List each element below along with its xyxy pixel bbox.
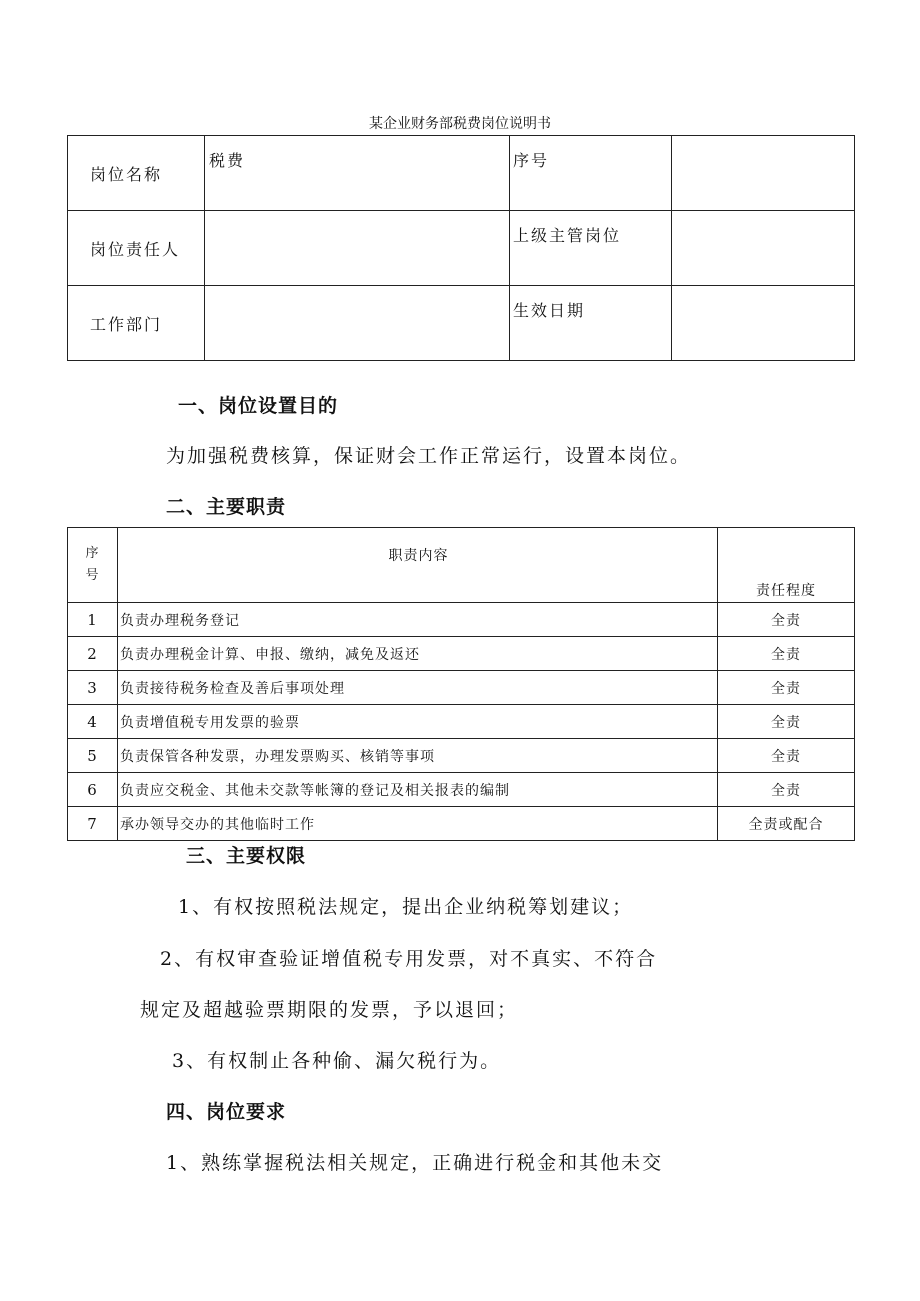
- label-department: 工作部门: [68, 286, 205, 361]
- table-row: [68, 705, 855, 739]
- row-number: 1: [68, 603, 118, 637]
- value-serial-number: [672, 136, 855, 211]
- label-responsible-person: 岗位责任人: [68, 211, 205, 286]
- authority-item-2: 2、有权审查验证增值税专用发票，对不真实、不符合: [160, 948, 658, 970]
- row-content: 负责应交税金、其他未交款等帐簿的登记及相关报表的编制: [118, 773, 718, 807]
- row-degree: 全责: [718, 671, 855, 705]
- value-effective-date: [672, 286, 855, 361]
- section3-heading: 三、主要权限: [186, 845, 307, 867]
- row-content: 负责增值税专用发票的验票: [118, 705, 718, 739]
- row-content: 负责办理税金计算、申报、缴纳，减免及返还: [118, 637, 718, 671]
- section4-heading: 四、岗位要求: [166, 1101, 287, 1123]
- row-degree: 全责: [718, 773, 855, 807]
- authority-item-1: 1、有权按照税法规定，提出企业纳税筹划建议；: [178, 896, 634, 918]
- table-row: [68, 807, 855, 841]
- row-degree: 全责: [718, 705, 855, 739]
- table-row: [68, 671, 855, 705]
- label-position-name: 岗位名称: [68, 136, 205, 211]
- value-department: [205, 286, 510, 361]
- row-content: 负责接待税务检查及善后事项处理: [118, 671, 718, 705]
- section2-heading: 二、主要职责: [166, 496, 287, 518]
- document-title: 某企业财务部税费岗位说明书: [369, 116, 551, 132]
- table-row: [68, 637, 855, 671]
- info-row-department: [68, 286, 855, 361]
- row-number: 6: [68, 773, 118, 807]
- duties-table: [67, 527, 855, 841]
- header-duty-content: 职责内容: [118, 528, 718, 603]
- value-responsible-person: [205, 211, 510, 286]
- row-degree: 全责: [718, 603, 855, 637]
- row-number: 2: [68, 637, 118, 671]
- authority-item-2-continued: 规定及超越验票期限的发票，予以退回；: [140, 999, 519, 1021]
- row-content: 负责办理税务登记: [118, 603, 718, 637]
- table-row: [68, 773, 855, 807]
- row-degree: 全责: [718, 739, 855, 773]
- header-responsibility-level: 责任程度: [718, 528, 855, 603]
- header-serial-number: 序号: [68, 528, 118, 603]
- row-degree: 全责或配合: [718, 807, 855, 841]
- row-degree: 全责: [718, 637, 855, 671]
- row-content: 承办领导交办的其他临时工作: [118, 807, 718, 841]
- label-serial-number: 序号: [510, 136, 672, 211]
- position-info-table: [67, 135, 855, 361]
- value-position-name: 税费: [205, 136, 510, 211]
- section1-text: 为加强税费核算，保证财会工作正常运行，设置本岗位。: [166, 445, 692, 467]
- label-effective-date: 生效日期: [510, 286, 672, 361]
- table-row: [68, 739, 855, 773]
- row-number: 5: [68, 739, 118, 773]
- duties-header-row: [68, 528, 855, 603]
- label-supervisor-position: 上级主管岗位: [510, 211, 672, 286]
- requirement-item-1: 1、熟练掌握税法相关规定，正确进行税金和其他未交: [166, 1152, 664, 1174]
- row-content: 负责保管各种发票，办理发票购买、核销等事项: [118, 739, 718, 773]
- row-number: 3: [68, 671, 118, 705]
- authority-item-3: 3、有权制止各种偷、漏欠税行为。: [172, 1050, 502, 1072]
- section1-heading: 一、岗位设置目的: [178, 395, 339, 417]
- info-row-responsible: [68, 211, 855, 286]
- row-number: 4: [68, 705, 118, 739]
- row-number: 7: [68, 807, 118, 841]
- table-row: [68, 603, 855, 637]
- info-row-position-name: [68, 136, 855, 211]
- value-supervisor-position: [672, 211, 855, 286]
